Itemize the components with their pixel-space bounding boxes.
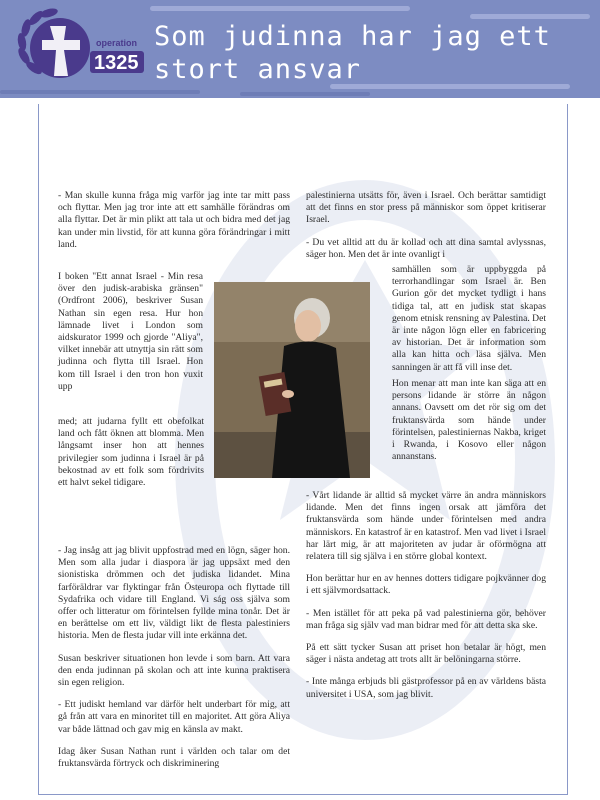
page-title: Som judinna har jag ett stort ansvar xyxy=(154,21,551,85)
article-paragraph-continued: med; att judarna fyllt ett obefolkat land och fått öknen att blomma. Men långsamt inser hon att hennes privilegier som judinna i Israel är på bekostnad av ett folk som fördrivits ett halvt sekel tidigare. xyxy=(58,416,204,489)
paragraph: - Du vet alltid att du är kollad och att dina samtal avlyssnas, säger hon. Men det är inte ovanligt i xyxy=(306,236,546,260)
header-banner xyxy=(0,0,600,98)
logo-text-operation: operation xyxy=(96,38,138,48)
article-right-wrap-paragraph-2: Hon menar att man inte kan säga att en persons lidande är större än någon annans. Oavsett om det rör sig om det fruktansvärda som hände under förintelsen, palestiniernas Nakba, kriget i Rwanda, i Kosovo eller någon annanstans. xyxy=(392,378,546,463)
paragraph: - Inte många erbjuds bli gästprofessor på en av världens bästa universitet i USA, som jag blivit. xyxy=(306,676,546,700)
paragraph: Susan beskriver situationen hon levde i som barn. Att vara den enda judinnan på skolan och att inte kunna praktisera sin egen religion. xyxy=(58,652,290,689)
photo-susan-nathan xyxy=(214,282,370,478)
paragraph: Hon berättar hur en av hennes dotters tidigare pojkvänner dog i ett självmordsattack. xyxy=(306,573,546,597)
paragraph: - Ett judiskt hemland var därför helt underbart för mig, att gå från att vara en minoritet till en majoritet. Att göra Aliya var både lättnad och gav mig en känsla av makt. xyxy=(58,699,290,735)
article-left-column-top xyxy=(58,190,290,261)
operation-1325-logo xyxy=(14,6,146,84)
paragraph: - Man skulle kunna fråga mig varför jag inte tar mitt pass och flyttar. Men jag tror inte att ett samhälle förändras om alla flyttar. Det är min plikt att tala ut och bidra med det jag kan under min livstid, för att kunna göra förändringar i mitt land. xyxy=(58,190,290,250)
paragraph: Idag åker Susan Nathan runt i världen och talar om det fruktansvärda förtryck och diskriminering xyxy=(58,745,290,770)
paragraph: - Jag insåg att jag blivit uppfostrad med en lögn, säger hon. Men som alla judar i diaspora är jag uppsäxt med den sionistiska drömmen och det judiska lidandet. Mina farföräldrar var flyktingar från Östeuropa och flyttade till Sydafrika och vidare till England. Vi ság oss själva som offer och litteratur om förintelsen fyllde mina tonår. Det är en berättelse om ett liv, väldigt likt de flesta palestiniers historia. Men de flesta judar vill inte erkänna det. xyxy=(58,545,290,642)
article-left-column-bottom xyxy=(58,545,290,780)
paragraph: palestinierna utsätts för, även i Israel. Och berättar samtidigt att det finns en stor press på människor som öppet kritiserar Israel. xyxy=(306,190,546,226)
article-intro-paragraph: I boken "Ett annat Israel - Min resa över den judisk-arabiska gränsen" (Ordfront 2006), beskriver Susan Nathan sin egen resa. Hur hon lämnade livet i London som aidskurator 1999 och gjorde "Aliya", vilket innebär att utnyttja sin rätt som judinna och flytta till Israel. Hon kom till Israel i den tron hon vuxit upp xyxy=(58,271,203,392)
article-right-wrap-paragraph: samhällen som är uppbyggda på terrorhandlingar som Israel är. Ben Gurion gör det mycket tydligt i hans tidiga tal, att en judisk stat skapas genom etnisk rensning av Palestina. Det är inte någon lögn eller en fabricering av historian. Det är information som alla kan hitta och läsa själva. Men sanningen är att få vill inse det. xyxy=(392,264,547,373)
article-right-column-top xyxy=(306,190,546,271)
logo-text-1325: 1325 xyxy=(94,52,139,74)
paragraph: På ett sätt tycker Susan att priset hon betalar är högt, men säger i nästa andetag att trots allt är belöningarna större. xyxy=(306,642,546,666)
article-right-column-bottom xyxy=(306,490,546,711)
paragraph: - Men istället för att peka på vad palestinierna gör, behöver man fråga sig själv vad man bidrar med för att detta ska ske. xyxy=(306,607,546,631)
paragraph: - Vårt lidande är alltid så mycket värre än andra människors lidande. Men det finns ingen orsak att jämföra det fruktansvärda som hände under förintelsen med andra människors. En katastrof är en katastrof. Men vad livet i Israel har lärt mig, är att majoriteten av judar är oförmögna att relatera till sig själva i en större global kontext. xyxy=(306,490,546,563)
